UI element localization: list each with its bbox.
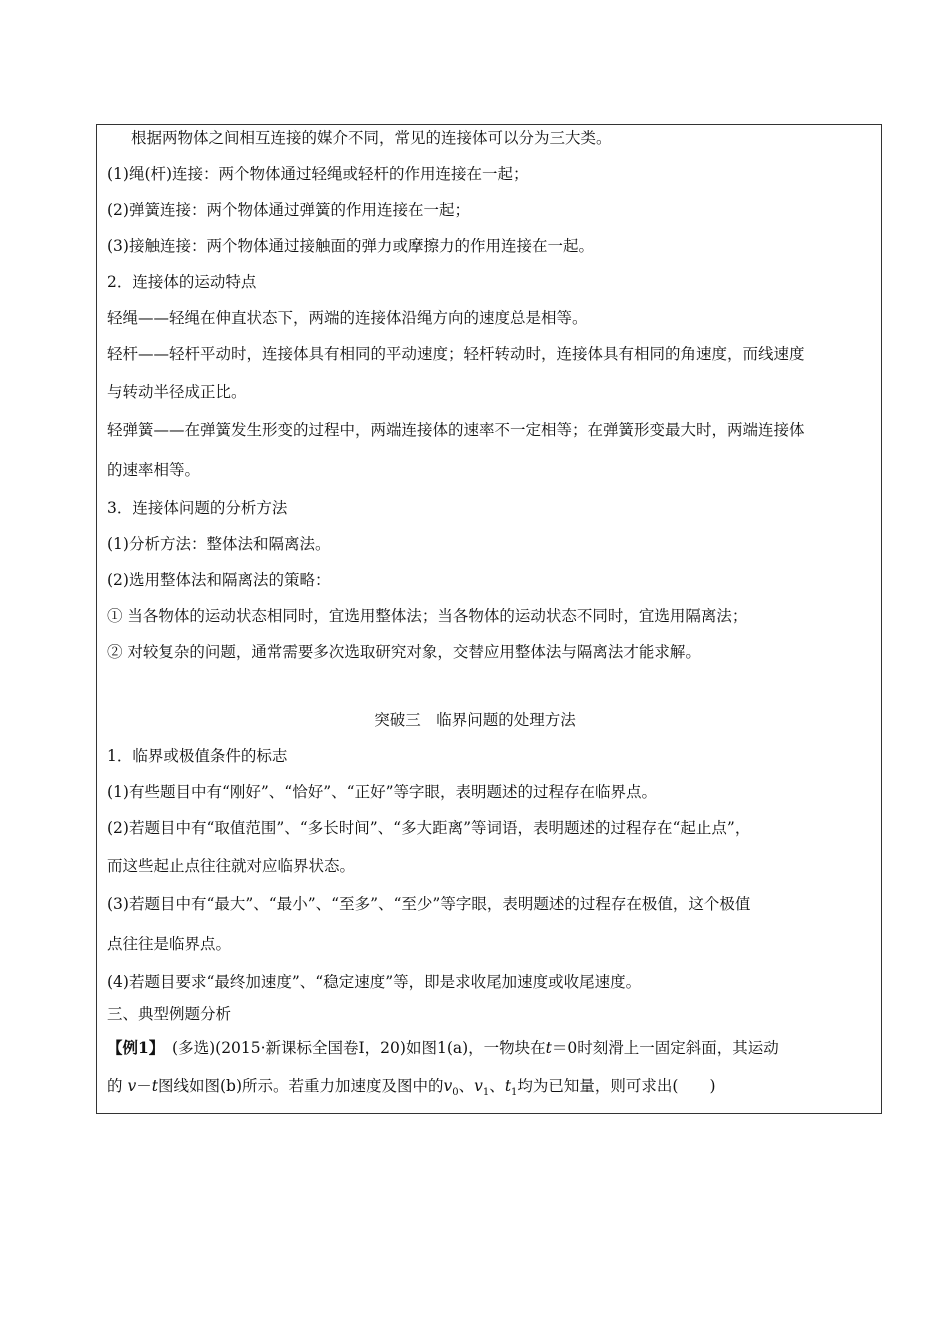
text-line: ② 对较复杂的问题，通常需要多次选取研究对象，交替应用整体法与隔离法才能求解。 (107, 643, 701, 661)
text-line: 轻杆——轻杆平动时，连接体具有相同的平动速度；轻杆转动时，连接体具有相同的角速度，而线速度 (107, 345, 805, 363)
text-line: (2)若题目中有“取值范围”、“多长时间”、“多大距离”等词语，表明题述的过程存在“起止点”， (107, 819, 751, 837)
text-line: (3)接触连接：两个物体通过接触面的弹力或摩擦力的作用连接在一起。 (107, 237, 594, 255)
text-line: (1)分析方法：整体法和隔离法。 (107, 535, 331, 553)
text-line: 2．连接体的运动特点 (107, 273, 257, 291)
example-label: 【例1】 (107, 1038, 157, 1057)
text-line: 三、典型例题分析 (107, 1005, 232, 1023)
text-line: (4)若题目要求“最终加速度”、“稳定速度”等，即是求收尾加速度或收尾速度。 (107, 973, 642, 991)
text-line: 轻绳——轻绳在伸直状态下，两端的连接体沿绳方向的速度总是相等。 (107, 309, 588, 327)
text-line: (1)绳(杆)连接：两个物体通过轻绳或轻杆的作用连接在一起； (107, 165, 529, 183)
text-line: ① 当各物体的运动状态相同时，宜选用整体法；当各物体的运动状态不同时，宜选用隔离法； (107, 607, 748, 625)
example-line-1: 【例1】 (多选)(2015·新课标全国卷Ⅰ，20)如图1(a)，一物块在t＝0时刻滑上一固定斜面，其运动 (107, 1038, 779, 1057)
text-line: 3．连接体问题的分析方法 (107, 499, 288, 517)
text-line: 的速率相等。 (107, 461, 201, 479)
text-line: 点往往是临界点。 (107, 935, 232, 953)
text-line: 轻弹簧——在弹簧发生形变的过程中，两端连接体的速率不一定相等；在弹簧形变最大时，两端连接体 (107, 421, 805, 439)
text-line: (1)有些题目中有“刚好”、“恰好”、“正好”等字眼，表明题述的过程存在临界点。 (107, 783, 658, 801)
example-line-2: 的 v－t图线如图(b)所示。若重力加速度及图中的$v_0$、$v_1$、$t_1$均为已知量，则可求出( ) (107, 1077, 716, 1099)
text-line: 而这些起止点往往就对应临界状态。 (107, 857, 356, 875)
text-line: (2)弹簧连接：两个物体通过弹簧的作用连接在一起； (107, 201, 470, 219)
section-heading: 突破三 临界问题的处理方法 (374, 711, 576, 729)
text-line: 1．临界或极值条件的标志 (107, 747, 288, 765)
text-line: 根据两物体之间相互连接的媒介不同，常见的连接体可以分为三大类。 (131, 129, 612, 147)
text-line: (3)若题目中有“最大”、“最小”、“至多”、“至少”等字眼，表明题述的过程存在极值，这个极值 (107, 895, 751, 913)
text-line: (2)选用整体法和隔离法的策略： (107, 571, 331, 589)
text-line: 与转动半径成正比。 (107, 383, 247, 401)
